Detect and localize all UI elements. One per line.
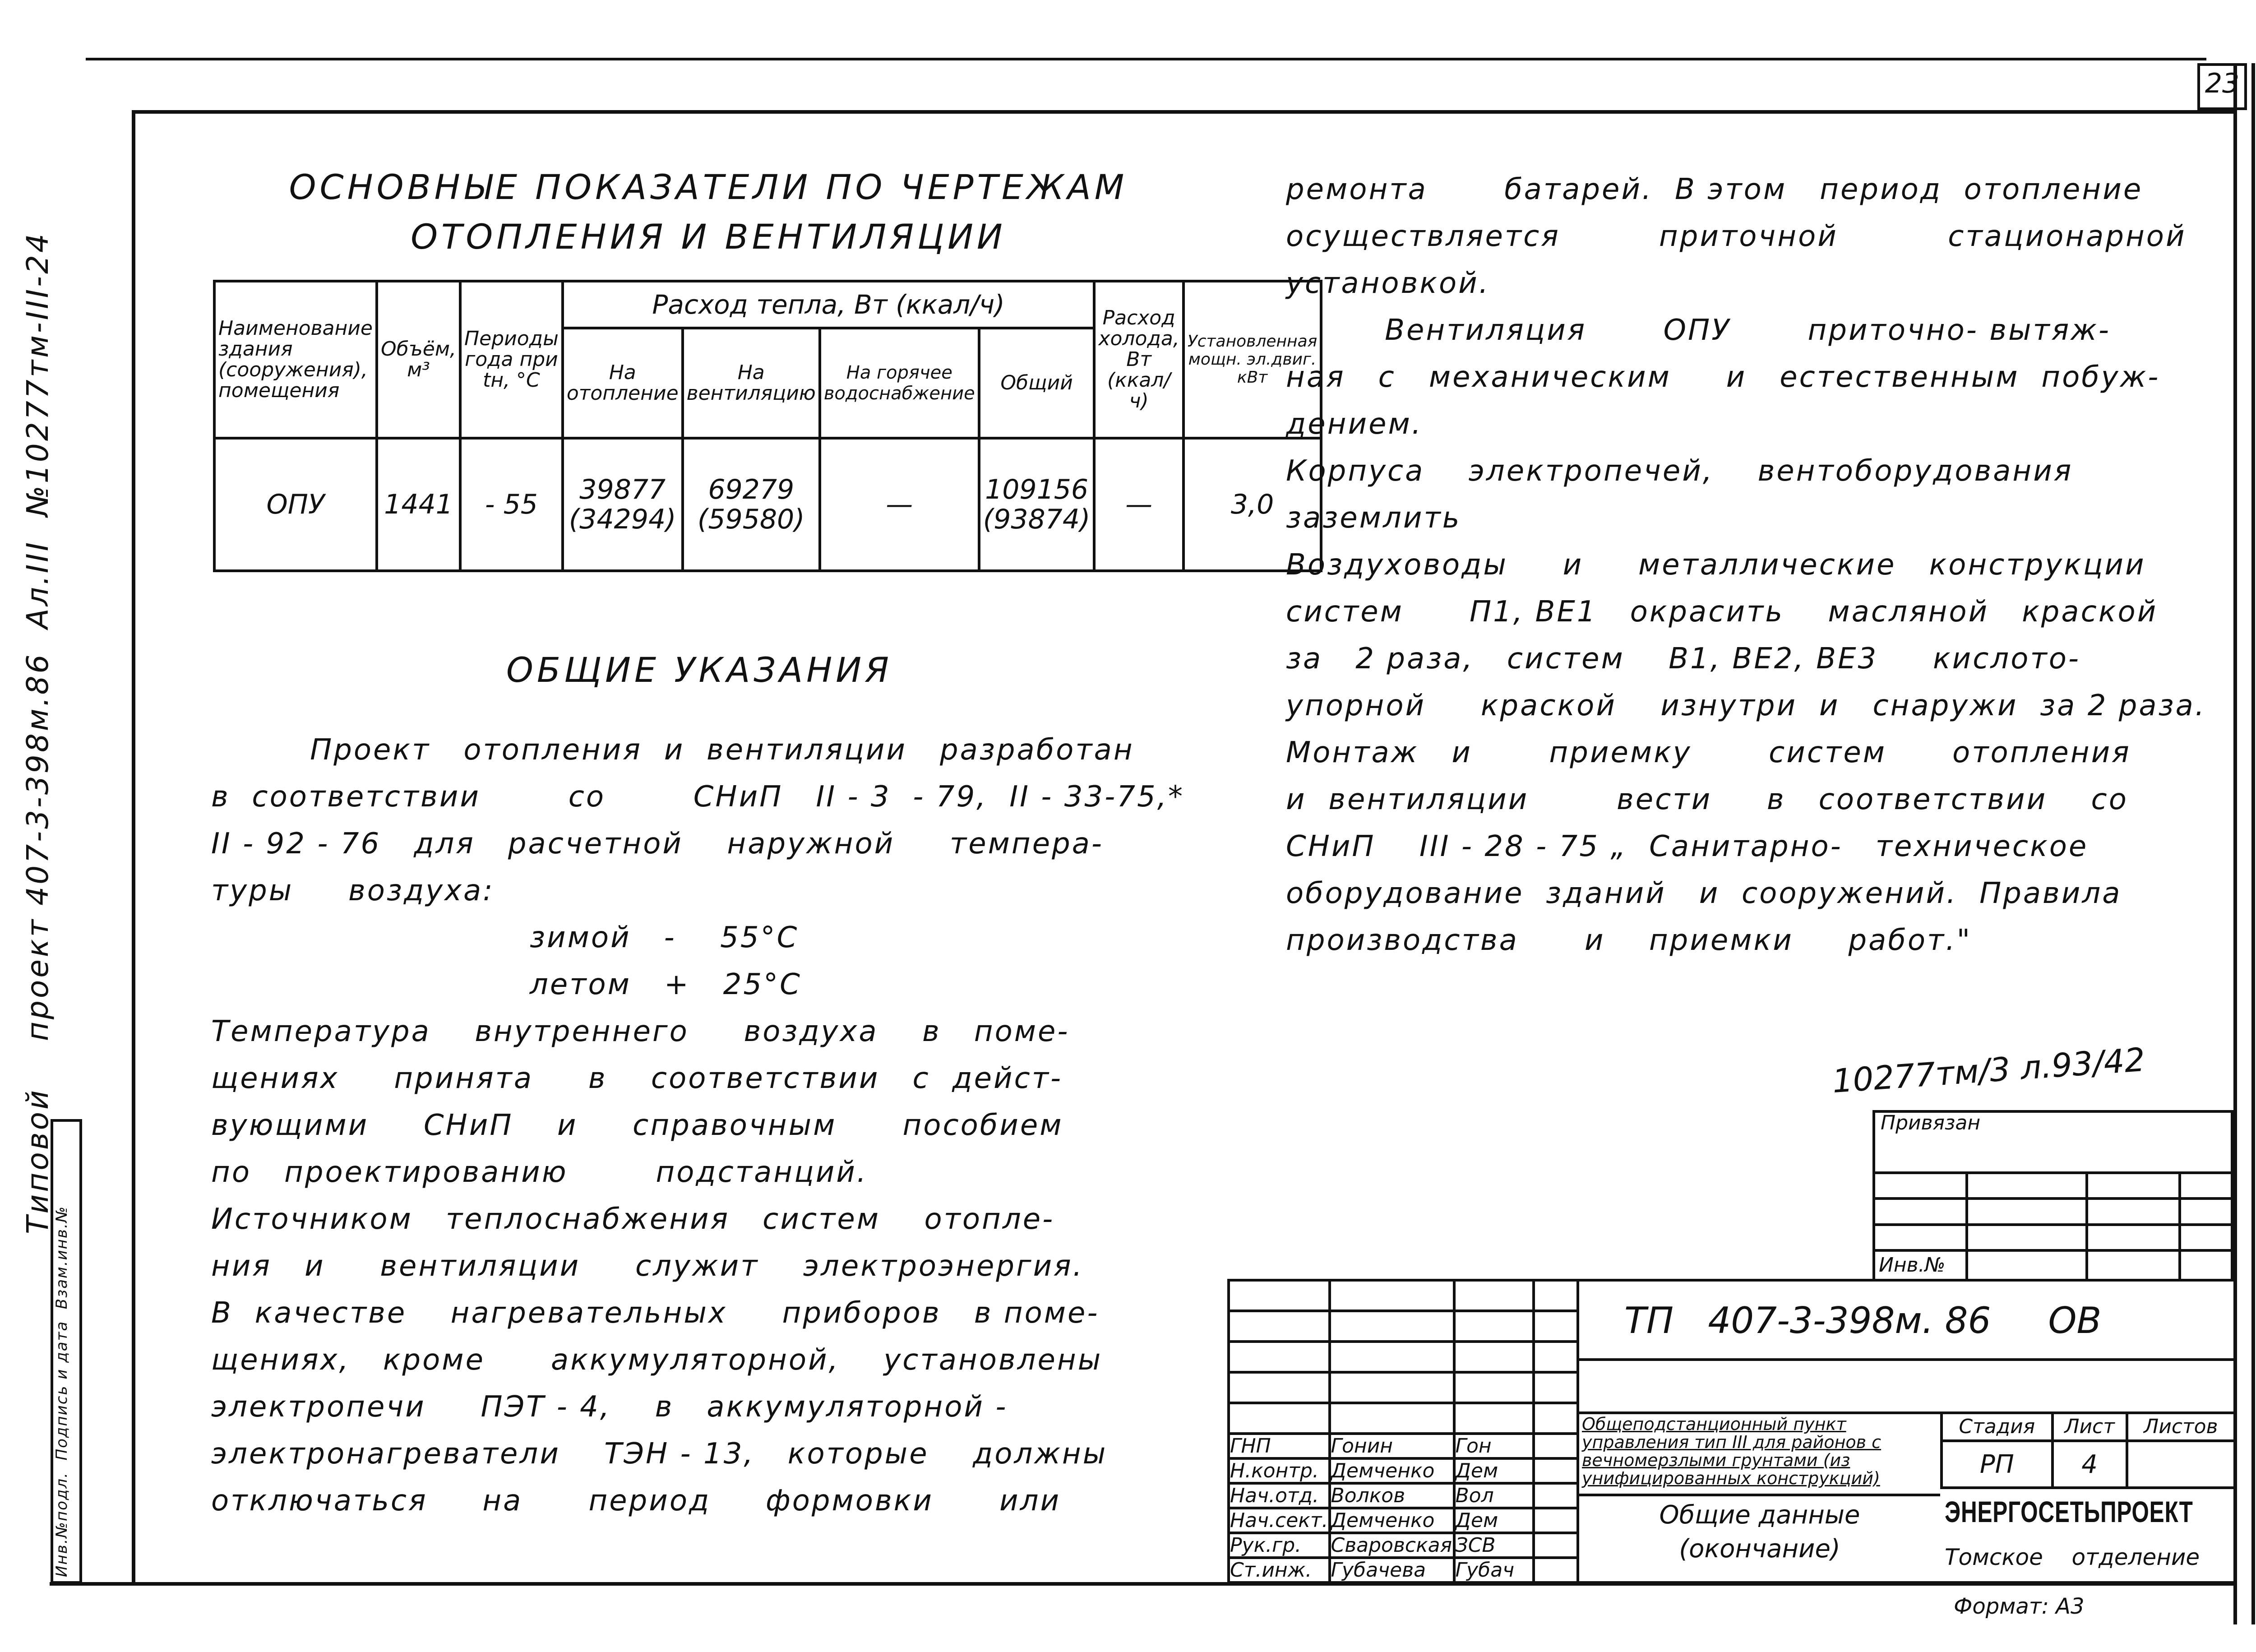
cell-period: - 55 [460, 438, 563, 571]
name-0: Гонин [1330, 1434, 1454, 1458]
sign-3: Дем [1454, 1508, 1534, 1533]
sign-4: ЗСВ [1454, 1533, 1534, 1558]
top-rule [86, 58, 2206, 60]
stamp-divider-1 [1579, 1358, 2236, 1361]
header-power: Установленная мощн. эл.двиг. кВт [1183, 281, 1322, 438]
name-4: Сваровская [1330, 1533, 1454, 1558]
privyazan-label: Привязан [1881, 1111, 1981, 1134]
project-name: Общеподстанционный пункт управления тип III для районов с вечномерзлыми грунтами (из унифицированных конструкций) [1582, 1414, 1882, 1488]
cell-power: 3,0 [1183, 438, 1322, 571]
header-cold: Расход холода, Вт (ккал/ч) [1094, 281, 1183, 438]
stage-grid [1940, 1411, 2236, 1489]
header-total: Общий [979, 328, 1095, 438]
side-label: Типовой проект 407-3-398м.86 Ал.III №10277тм-III-24 [20, 231, 55, 1234]
signature-grid [1227, 1279, 1579, 1584]
handwritten-note: 10277тм/3 л.93/42 [1831, 1040, 2146, 1101]
role-0: ГНП [1229, 1434, 1330, 1458]
cell-vent: 69279 (59580) [683, 438, 820, 571]
right-paragraph: ремонта батарей. В этом период отопление осуществляется приточной стационарной установкой. Вентиляция ОПУ приточно- вытяж- ная с механическим и естественным побуж- дением. Корпуса электропечей, вентоборудования заземлить Воздуховоды и металлические конструкции систем П1, ВЕ1 окрасить масляной краской за 2 раза, систем В1, ВЕ2, ВЕ3 кислото- упорной краской изнутри и снаружи за 2 раза. Монтаж и приемку систем отопления и вентиляции вести в соответствии со СНиП III - 28 - 75 „ Санитарно- техническое оборудование зданий и сооружений. Правила производства и приемки работ." [1286, 173, 2206, 957]
cell-hotwater: — [820, 438, 979, 571]
left-paragraph: Проект отопления и вентиляции разработан в соответствии со СНиП II - 3 - 79, II - 33-75,* II - 92 - 76 для расчетной наружной темпера- туры воздуха: зимой - 55°С летом + 25°С Температура внутреннего воздуха в поме- щениях принята в соответствии с дейст- вующими СНиП и справочным пособием по проектированию подстанций. Источником теплоснабжения систем отопле- ния и вентиляции служит электроэнергия. В качестве нагревательных приборов в поме- щениях, кроме аккумуляторной, установлены электропечи ПЭТ - 4, в аккумуляторной - электронагреватели ТЭН - 13, которые должны отключаться на период формовки или [211, 733, 1185, 1518]
main-title-line1: ОСНОВНЫЕ ПОКАЗАТЕЛИ ПО ЧЕРТЕЖАМ [289, 167, 1128, 207]
frame-top [134, 110, 2236, 114]
role-2: Нач.отд. [1229, 1483, 1330, 1508]
cell-volume: 1441 [377, 438, 460, 571]
role-3: Нач.сект. [1229, 1508, 1330, 1533]
header-vent: На вентиляцию [683, 328, 820, 438]
inv-cell [1874, 1250, 1967, 1280]
role-1: Н.контр. [1229, 1458, 1330, 1483]
header-hotwater: На горячее водоснабжение [820, 328, 979, 438]
cell-heating: 39877 (34294) [563, 438, 683, 571]
sheet-title-1: Общие данные [1659, 1500, 1860, 1530]
sheet-title-2: (окончание) [1679, 1534, 1840, 1564]
role-4: Рук.гр. [1229, 1533, 1330, 1558]
cell-name: ОПУ [214, 438, 377, 571]
frame-right-outer [2251, 63, 2255, 1624]
name-5: Губачева [1330, 1558, 1454, 1583]
frame-left [132, 110, 135, 1586]
drawing-code: ТП 407-3-398м. 86 ОВ [1624, 1300, 2102, 1342]
privyazan-grid [1872, 1110, 2233, 1282]
sign-0: Гон [1454, 1434, 1534, 1458]
stamp-divider-3 [1579, 1494, 1940, 1496]
main-title-line2: ОТОПЛЕНИЯ И ВЕНТИЛЯЦИИ [411, 217, 1006, 257]
header-heat: Расход тепла, Вт (ккал/ч) [563, 281, 1095, 328]
sheet-label: Лист [2053, 1413, 2127, 1441]
name-1: Демченко [1330, 1458, 1454, 1483]
stage-value: РП [1942, 1441, 2053, 1488]
side-stamp: Инв.№подл. Подпись и дата Взам.инв.№ [53, 1205, 71, 1577]
sign-2: Вол [1454, 1483, 1534, 1508]
inv-label: Инв.№ [1879, 1254, 1946, 1277]
name-2: Волков [1330, 1483, 1454, 1508]
org-name: ЭНЕРГОСЕТЬПРОЕКТ [1945, 1495, 2193, 1528]
header-name: Наименование здания (сооружения), помещения [214, 281, 377, 438]
sheet-value: 4 [2053, 1441, 2127, 1488]
header-heating: На отопление [563, 328, 683, 438]
cell-total: 109156 (93874) [979, 438, 1095, 571]
header-period: Периоды года при tн, °С [460, 281, 563, 438]
org-branch: Томское отделение [1945, 1544, 2200, 1570]
format-label: Формат: А3 [1954, 1594, 2085, 1619]
sign-5: Губач [1454, 1558, 1534, 1583]
stage-label: Стадия [1942, 1413, 2053, 1441]
sheets-label: Листов [2127, 1413, 2235, 1441]
indicators-table [213, 280, 1322, 572]
name-3: Демченко [1330, 1508, 1454, 1533]
role-5: Ст.инж. [1229, 1558, 1330, 1583]
sign-1: Дем [1454, 1458, 1534, 1483]
cell-cold: — [1094, 438, 1183, 571]
sheet-number: 23 [2205, 68, 2240, 99]
general-title: ОБЩИЕ УКАЗАНИЯ [506, 650, 892, 690]
privyazan-cell [1874, 1111, 2232, 1173]
header-volume: Объём, м³ [377, 281, 460, 438]
